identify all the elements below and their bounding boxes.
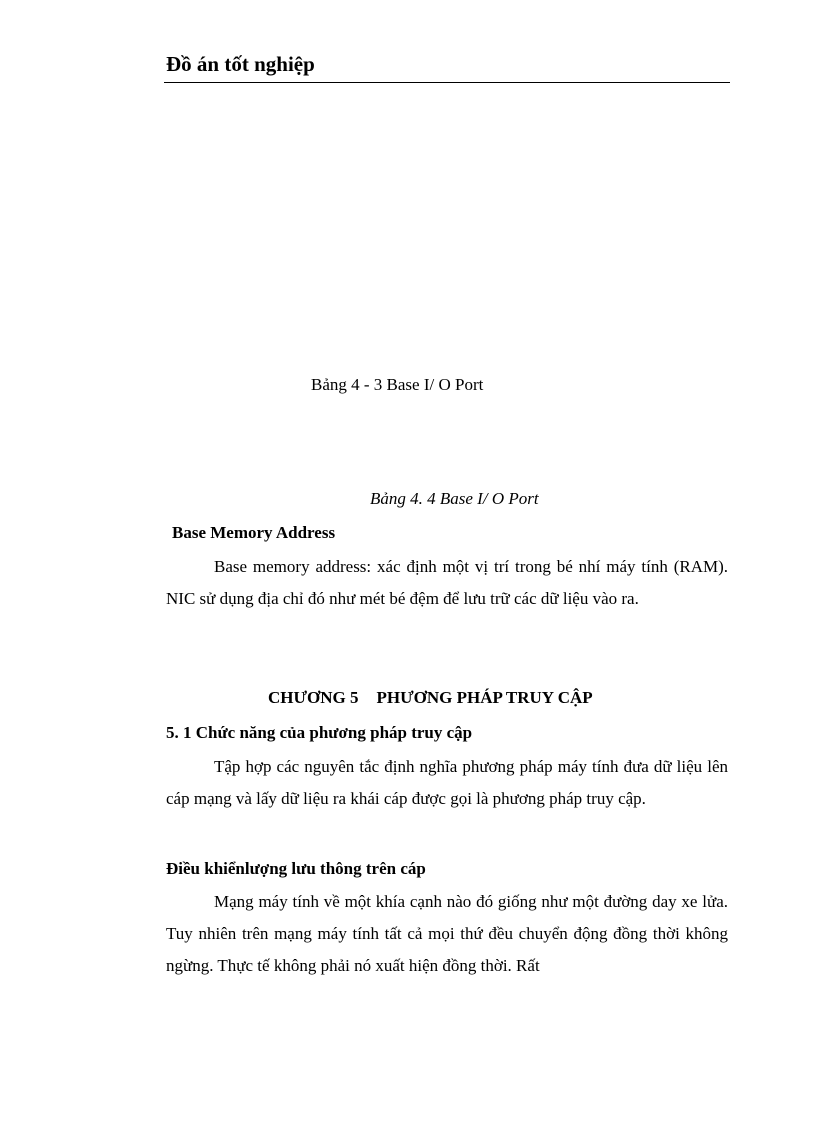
page-header-title: Đồ án tốt nghiệp <box>166 52 315 76</box>
table-caption-4-3: Bảng 4 - 3 Base I/ O Port <box>311 375 484 394</box>
header-divider <box>164 82 730 83</box>
chapter-number: CHƯƠNG 5 <box>268 688 359 707</box>
section-5-1-heading: 5. 1 Chức năng của phương pháp truy cập <box>166 723 473 742</box>
base-memory-paragraph: Base memory address: xác định một vị trí trong bé nhí máy tính (RAM). NIC sử dụng địa chỉ đó như mét bé đệm để lưu trữ các dữ liệu vào ra. <box>166 557 728 608</box>
base-memory-heading: Base Memory Address <box>172 523 336 542</box>
traffic-control-paragraph: Mạng máy tính về một khía cạnh nào đó giống như một đường day xe lửa. Tuy nhiên trên mạng máy tính tất cả mọi thứ đều chuyển động đồng thời không ngừng. Thực tế không phải nó xuất hiện đồng thời. Rất <box>166 892 728 975</box>
table-caption-4-4: Bảng 4. 4 Base I/ O Port <box>370 489 539 508</box>
section-5-1-paragraph: Tập hợp các nguyên tắc định nghĩa phương pháp máy tính đưa dữ liệu lên cáp mạng và lấy dữ liệu ra khái cáp được gọi là phương pháp truy cập. <box>166 757 728 808</box>
traffic-control-heading: Điều khiểnlượng lưu thông trên cáp <box>166 859 426 878</box>
chapter-title: PHƯƠNG PHÁP TRUY CẬP <box>376 688 593 707</box>
chapter-heading <box>268 687 593 709</box>
